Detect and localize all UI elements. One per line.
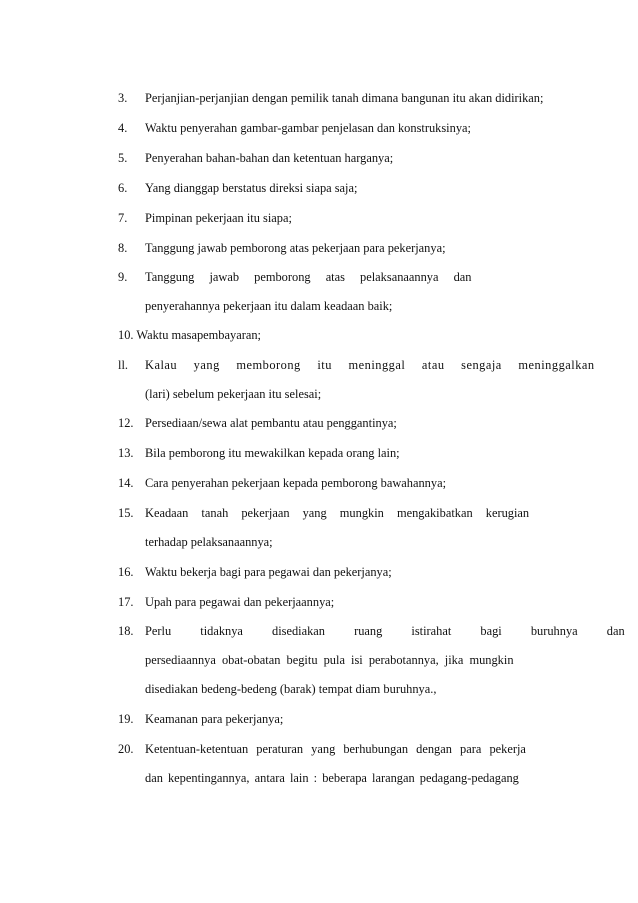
item-text: Waktu masapembayaran; [136,328,261,342]
item-number: 17. [118,595,134,609]
item-continuation [145,770,548,786]
list-item [118,210,548,226]
item-text: Tanggung jawab pemborong atas pelaksanaannya dan [145,270,472,284]
item-number: 6. [118,181,128,195]
item-text: Ketentuan-ketentuan peraturan yang berhubungan dengan para pekerja [145,742,526,756]
item-continuation [145,534,548,550]
item-number: 12. [118,416,134,430]
list-item [118,150,548,166]
item-text: Perlu tidaknya disediakan ruang istirahat bagi buruhnya dan [145,624,625,638]
item-number: 9. [118,270,128,284]
list-item [118,240,548,256]
item-number: 8. [118,241,128,255]
item-number: 16. [118,565,134,579]
item-text: Persediaan/sewa alat pembantu atau penggantinya; [145,416,397,430]
list-item [118,120,548,136]
item-number: 13. [118,446,134,460]
list-item [118,475,548,491]
item-number: 10. [118,328,134,342]
list-item [118,90,548,106]
item-number: 7. [118,211,128,225]
item-text: dan kepentingannya, antara lain : beberapa larangan pedagang-pedagang [145,771,519,785]
list-item [118,741,558,757]
list-item [118,327,548,343]
item-text: Keamanan para pekerjanya; [145,712,284,726]
item-text: Penyerahan bahan-bahan dan ketentuan harganya; [145,151,394,165]
list-item [118,415,548,431]
item-text: Perjanjian-perjanjian dengan pemilik tanah dimana bangunan itu akan didirikan; [145,91,544,105]
item-continuation [145,386,548,402]
item-text: persediaannya obat-obatan begitu pula isi perabotannya, jika mungkin [145,653,514,667]
item-text: Cara penyerahan pekerjaan kepada pemborong bawahannya; [145,476,447,490]
item-text: terhadap pelaksanaannya; [145,535,273,549]
item-text: Pimpinan pekerjaan itu siapa; [145,211,292,225]
item-number: 14. [118,476,134,490]
item-number: ll. [118,358,128,372]
item-number: 5. [118,151,128,165]
list-item [118,564,548,580]
item-text: penyerahannya pekerjaan itu dalam keadaan baik; [145,299,393,313]
item-text: Waktu bekerja bagi para pegawai dan pekerjanya; [145,565,392,579]
item-text: Kalau yang memborong itu meninggal atau sengaja meninggalkan [145,358,595,372]
item-text: Yang dianggap berstatus direksi siapa saja; [145,181,358,195]
item-text: Bila pemborong itu mewakilkan kepada orang lain; [145,446,400,460]
item-number: 15. [118,506,134,520]
item-text: (lari) sebelum pekerjaan itu selesai; [145,387,322,401]
item-number: 18. [118,624,134,638]
list-item [118,445,548,461]
item-text: Waktu penyerahan gambar-gambar penjelasan dan konstruksinya; [145,121,471,135]
item-text: Upah para pegawai dan pekerjaannya; [145,595,335,609]
list-item [118,269,472,285]
list-item [118,594,548,610]
item-text: Tanggung jawab pemborong atas pekerjaan para pekerjanya; [145,241,446,255]
item-continuation [145,652,548,668]
list-item [118,623,625,639]
item-text: disediakan bedeng-bedeng (barak) tempat diam buruhnya., [145,682,437,696]
list-item [118,357,595,373]
list-item [118,711,548,727]
item-number: 20. [118,742,134,756]
item-text: Keadaan tanah pekerjaan yang mungkin mengakibatkan kerugian [145,506,530,520]
item-continuation [145,681,548,697]
item-continuation [145,298,548,314]
list-item [118,505,558,521]
item-number: 19. [118,712,134,726]
list-item [118,180,548,196]
item-number: 4. [118,121,128,135]
item-number: 3. [118,91,128,105]
